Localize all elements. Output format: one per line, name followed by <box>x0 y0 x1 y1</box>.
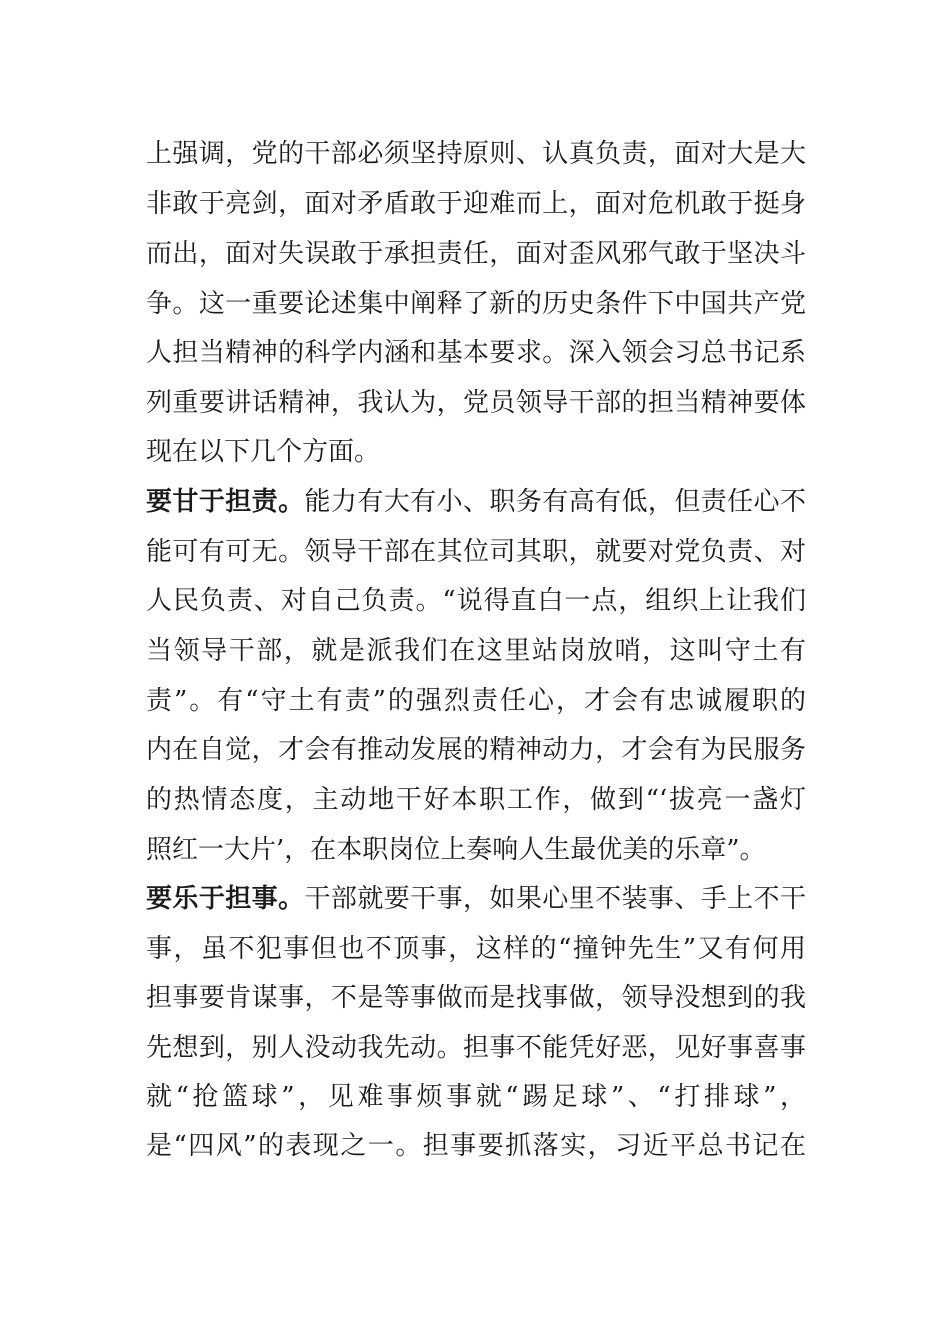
text-line: 列重要讲话精神，我认为，党员领导干部的担当精神要体 <box>146 388 806 418</box>
text-line: 先想到，别人没动我先动。担事不能凭好恶，见好事喜事 <box>146 1033 806 1063</box>
section-1-heading: 要甘于担责。 <box>146 487 305 517</box>
text-line: 就“抢篮球”，见难事烦事就“踢足球”、“打排球”， <box>146 1082 806 1112</box>
text-line: 事，虽不犯事但也不顶事，这样的“撞钟先生”又有何用 <box>146 934 806 964</box>
text-line: 照红一大片’，在本职岗位上奏响人生最优美的乐章”。 <box>146 835 766 865</box>
text-line: 人民负责、对自己负责。“说得直白一点，组织上让我们 <box>146 586 806 616</box>
text-line: 担事要肯谋事，不是等事做而是找事做，领导没想到的我 <box>146 983 806 1013</box>
text-line: 能可有可无。领导干部在其位司其职，就要对党负责、对 <box>146 537 806 567</box>
text-line: 当领导干部，就是派我们在这里站岗放哨，这叫守土有 <box>146 636 806 666</box>
text-line: 的热情态度，主动地干好本职工作，做到“‘拔亮一盏灯 <box>146 785 806 815</box>
section-1-text: 能力有大有小、职务有高有低，但责任心不 <box>304 487 806 517</box>
text-line: 而出，面对失误敢于承担责任，面对歪风邪气敢于坚决斗 <box>146 239 806 269</box>
section-2-heading: 要乐于担事。 <box>146 884 305 914</box>
section-2-first-line <box>146 879 806 919</box>
text-line: 内在自觉，才会有推动发展的精神动力，才会有为民服务 <box>146 735 806 765</box>
text-line: 上强调，党的干部必须坚持原则、认真负责，面对大是大 <box>146 139 806 169</box>
text-line: 人担当精神的科学内涵和基本要求。深入领会习总书记系 <box>146 338 806 368</box>
text-line: 责”。有“守土有责”的强烈责任心，才会有忠诚履职的 <box>146 686 806 716</box>
text-line: 非敢于亮剑，面对矛盾敢于迎难而上，面对危机敢于挺身 <box>146 189 806 219</box>
section-2-text: 干部就要干事，如果心里不装事、手上不干 <box>304 884 806 914</box>
text-line: 争。这一重要论述集中阐释了新的历史条件下中国共产党 <box>146 289 806 319</box>
text-line: 是“四风”的表现之一。担事要抓落实，习近平总书记在 <box>146 1131 806 1161</box>
section-1-first-line <box>146 482 806 522</box>
text-line: 现在以下几个方面。 <box>146 437 381 467</box>
